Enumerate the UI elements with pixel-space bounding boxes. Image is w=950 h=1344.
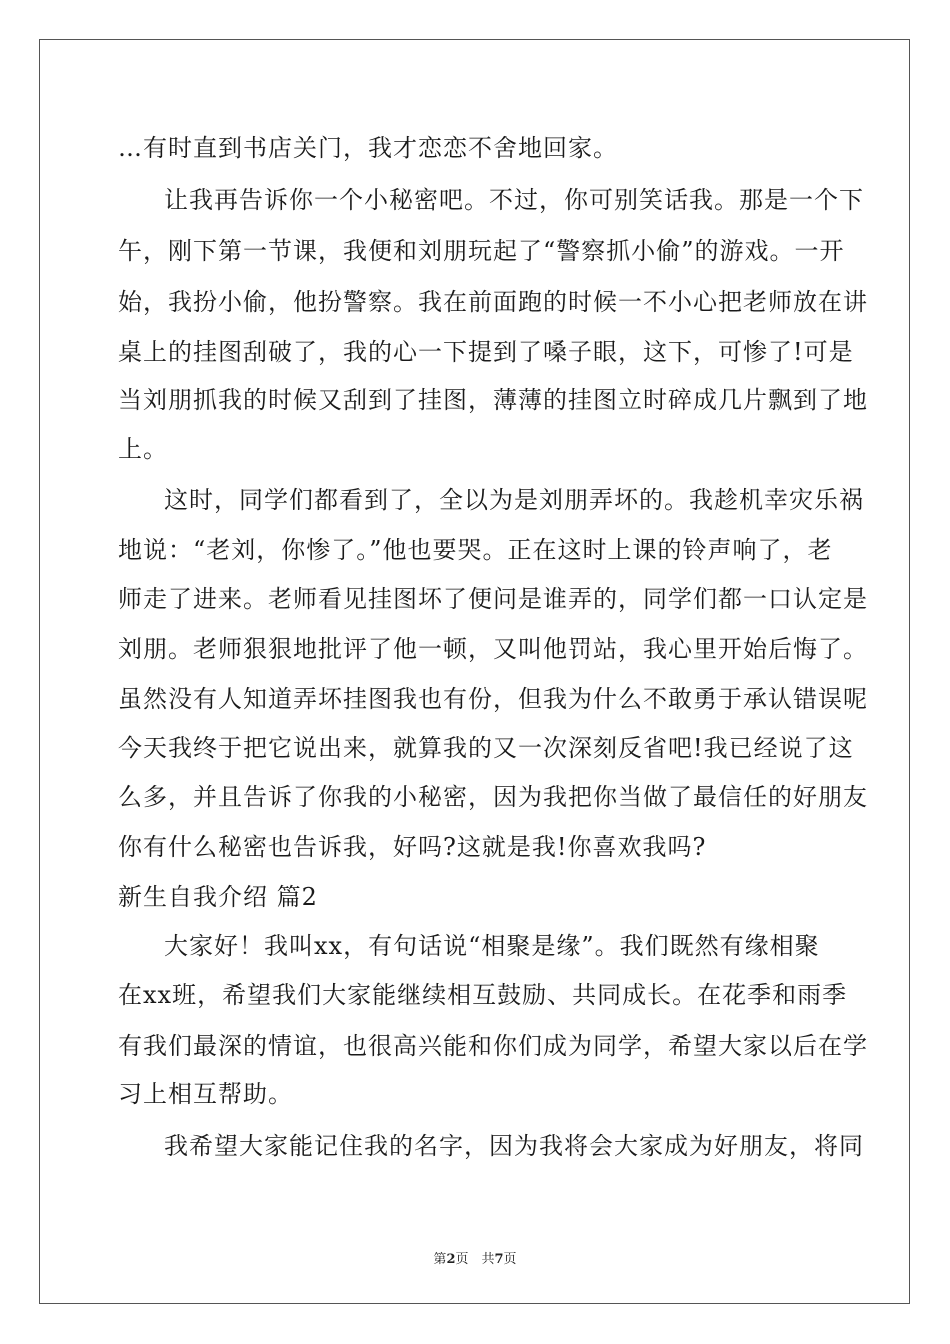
text-line: 始，我扮小偷，他扮警察。我在前面跑的时候一不小心把老师放在讲 [118, 288, 868, 316]
text-line: 今天我终于把它说出来，就算我的又一次深刻反省吧!我已经说了这 [118, 734, 854, 762]
text-line: 习上相互帮助。 [118, 1080, 293, 1108]
text-line: 让我再告诉你一个小秘密吧。不过，你可别笑话我。那是一个下 [164, 186, 864, 214]
text-line: 么多，并且告诉了你我的小秘密，因为我把你当做了最信任的好朋友 [118, 783, 868, 811]
text-line: …有时直到书店关门，我才恋恋不舍地回家。 [118, 134, 618, 162]
footer-page-total: 7 [494, 1252, 504, 1267]
page-footer [0, 1248, 950, 1267]
text-line: 当刘朋抓我的时候又刮到了挂图，薄薄的挂图立时碎成几片飘到了地 [118, 386, 868, 414]
footer-page-suffix: 页 [503, 1252, 517, 1267]
footer-page-prefix: 第 [433, 1252, 447, 1267]
text-line: 刘朋。老师狠狠地批评了他一顿，又叫他罚站，我心里开始后悔了。 [118, 635, 868, 663]
footer-page-mid: 页 共 [455, 1252, 495, 1267]
page-border [39, 39, 910, 1304]
footer-page-current: 2 [446, 1252, 456, 1267]
text-line: 地说：“老刘，你惨了。”他也要哭。正在这时上课的铃声响了，老 [118, 536, 833, 564]
text-line: 师走了进来。老师看见挂图坏了便问是谁弄的，同学们都一口认定是 [118, 585, 868, 613]
text-line: 在xx班，希望我们大家能继续相互鼓励、共同成长。在花季和雨季 [118, 981, 848, 1009]
text-line: 大家好！我叫xx，有句话说“相聚是缘”。我们既然有缘相聚 [164, 932, 820, 960]
text-line: 这时，同学们都看到了，全以为是刘朋弄坏的。我趁机幸灾乐祸 [164, 486, 864, 514]
text-line: 桌上的挂图刮破了，我的心一下提到了嗓子眼，这下，可惨了!可是 [118, 338, 854, 366]
text-line: 上。 [118, 435, 168, 463]
text-line: 你有什么秘密也告诉我，好吗?这就是我!你喜欢我吗? [118, 833, 707, 861]
text-line: 有我们最深的情谊，也很高兴能和你们成为同学，希望大家以后在学 [118, 1032, 868, 1060]
text-line: 午，刚下第一节课，我便和刘朋玩起了“警察抓小偷”的游戏。一开 [118, 237, 845, 265]
section-heading: 新生自我介绍 篇2 [118, 883, 318, 911]
text-line: 虽然没有人知道弄坏挂图我也有份，但我为什么不敢勇于承认错误呢 [118, 685, 868, 713]
text-line: 我希望大家能记住我的名字，因为我将会大家成为好朋友，将同 [164, 1132, 864, 1160]
